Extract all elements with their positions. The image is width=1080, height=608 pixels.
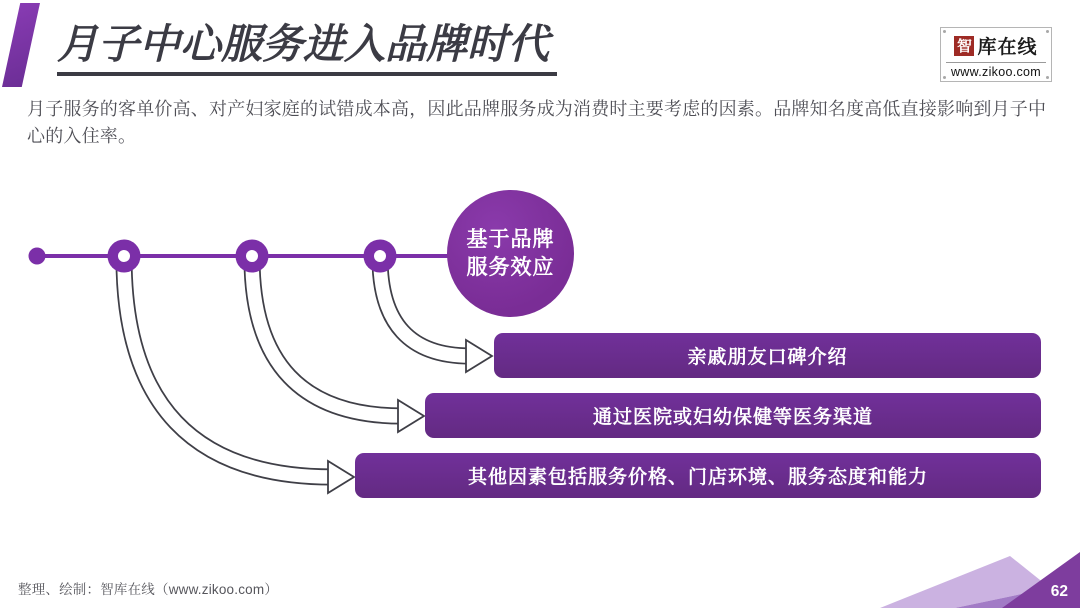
logo-seal-icon: 智 [954,36,974,56]
arrowhead-icon [398,400,424,432]
hub-label-line2: 服务效应 [466,255,555,279]
logo-name-text: 库在线 [977,37,1038,58]
curved-arrow-to-bar3 [124,258,354,493]
footer-source-note: 整理、绘制：智库在线（www.zikoo.com） [18,582,279,597]
arrowhead-icon [466,340,492,372]
timeline-node-3-hole [374,250,386,262]
intro-paragraph: 月子服务的客单价高、对产妇家庭的试错成本高，因此品牌服务成为消费时主要考虑的因素。品牌知名度高低直接影响到月子中心的入住率。 [27,99,1047,147]
arrow-band [124,258,332,477]
page-number: 62 [1050,583,1068,600]
page-title: 月子中心服务进入品牌时代 [57,20,557,76]
timeline-start-dot [29,248,46,265]
channel-bar-medical: 通过医院或妇幼保健等医务渠道 [425,393,1041,438]
curved-arrow-to-bar2 [252,258,424,432]
hub-label-line1: 基于品牌 [466,228,555,252]
timeline-node-1-hole [118,250,130,262]
logo-url: www.zikoo.com [950,65,1042,79]
arrow-outline [124,258,332,477]
channel-bar-word-of-mouth: 亲戚朋友口碑介绍 [494,333,1041,378]
corner-decoration [820,540,1080,608]
timeline-node-2-hole [246,250,258,262]
hub-circle [447,190,574,317]
arrowhead-icon [328,461,354,493]
channel-bar-other-factors: 其他因素包括服务价格、门店环境、服务态度和能力 [355,453,1041,498]
